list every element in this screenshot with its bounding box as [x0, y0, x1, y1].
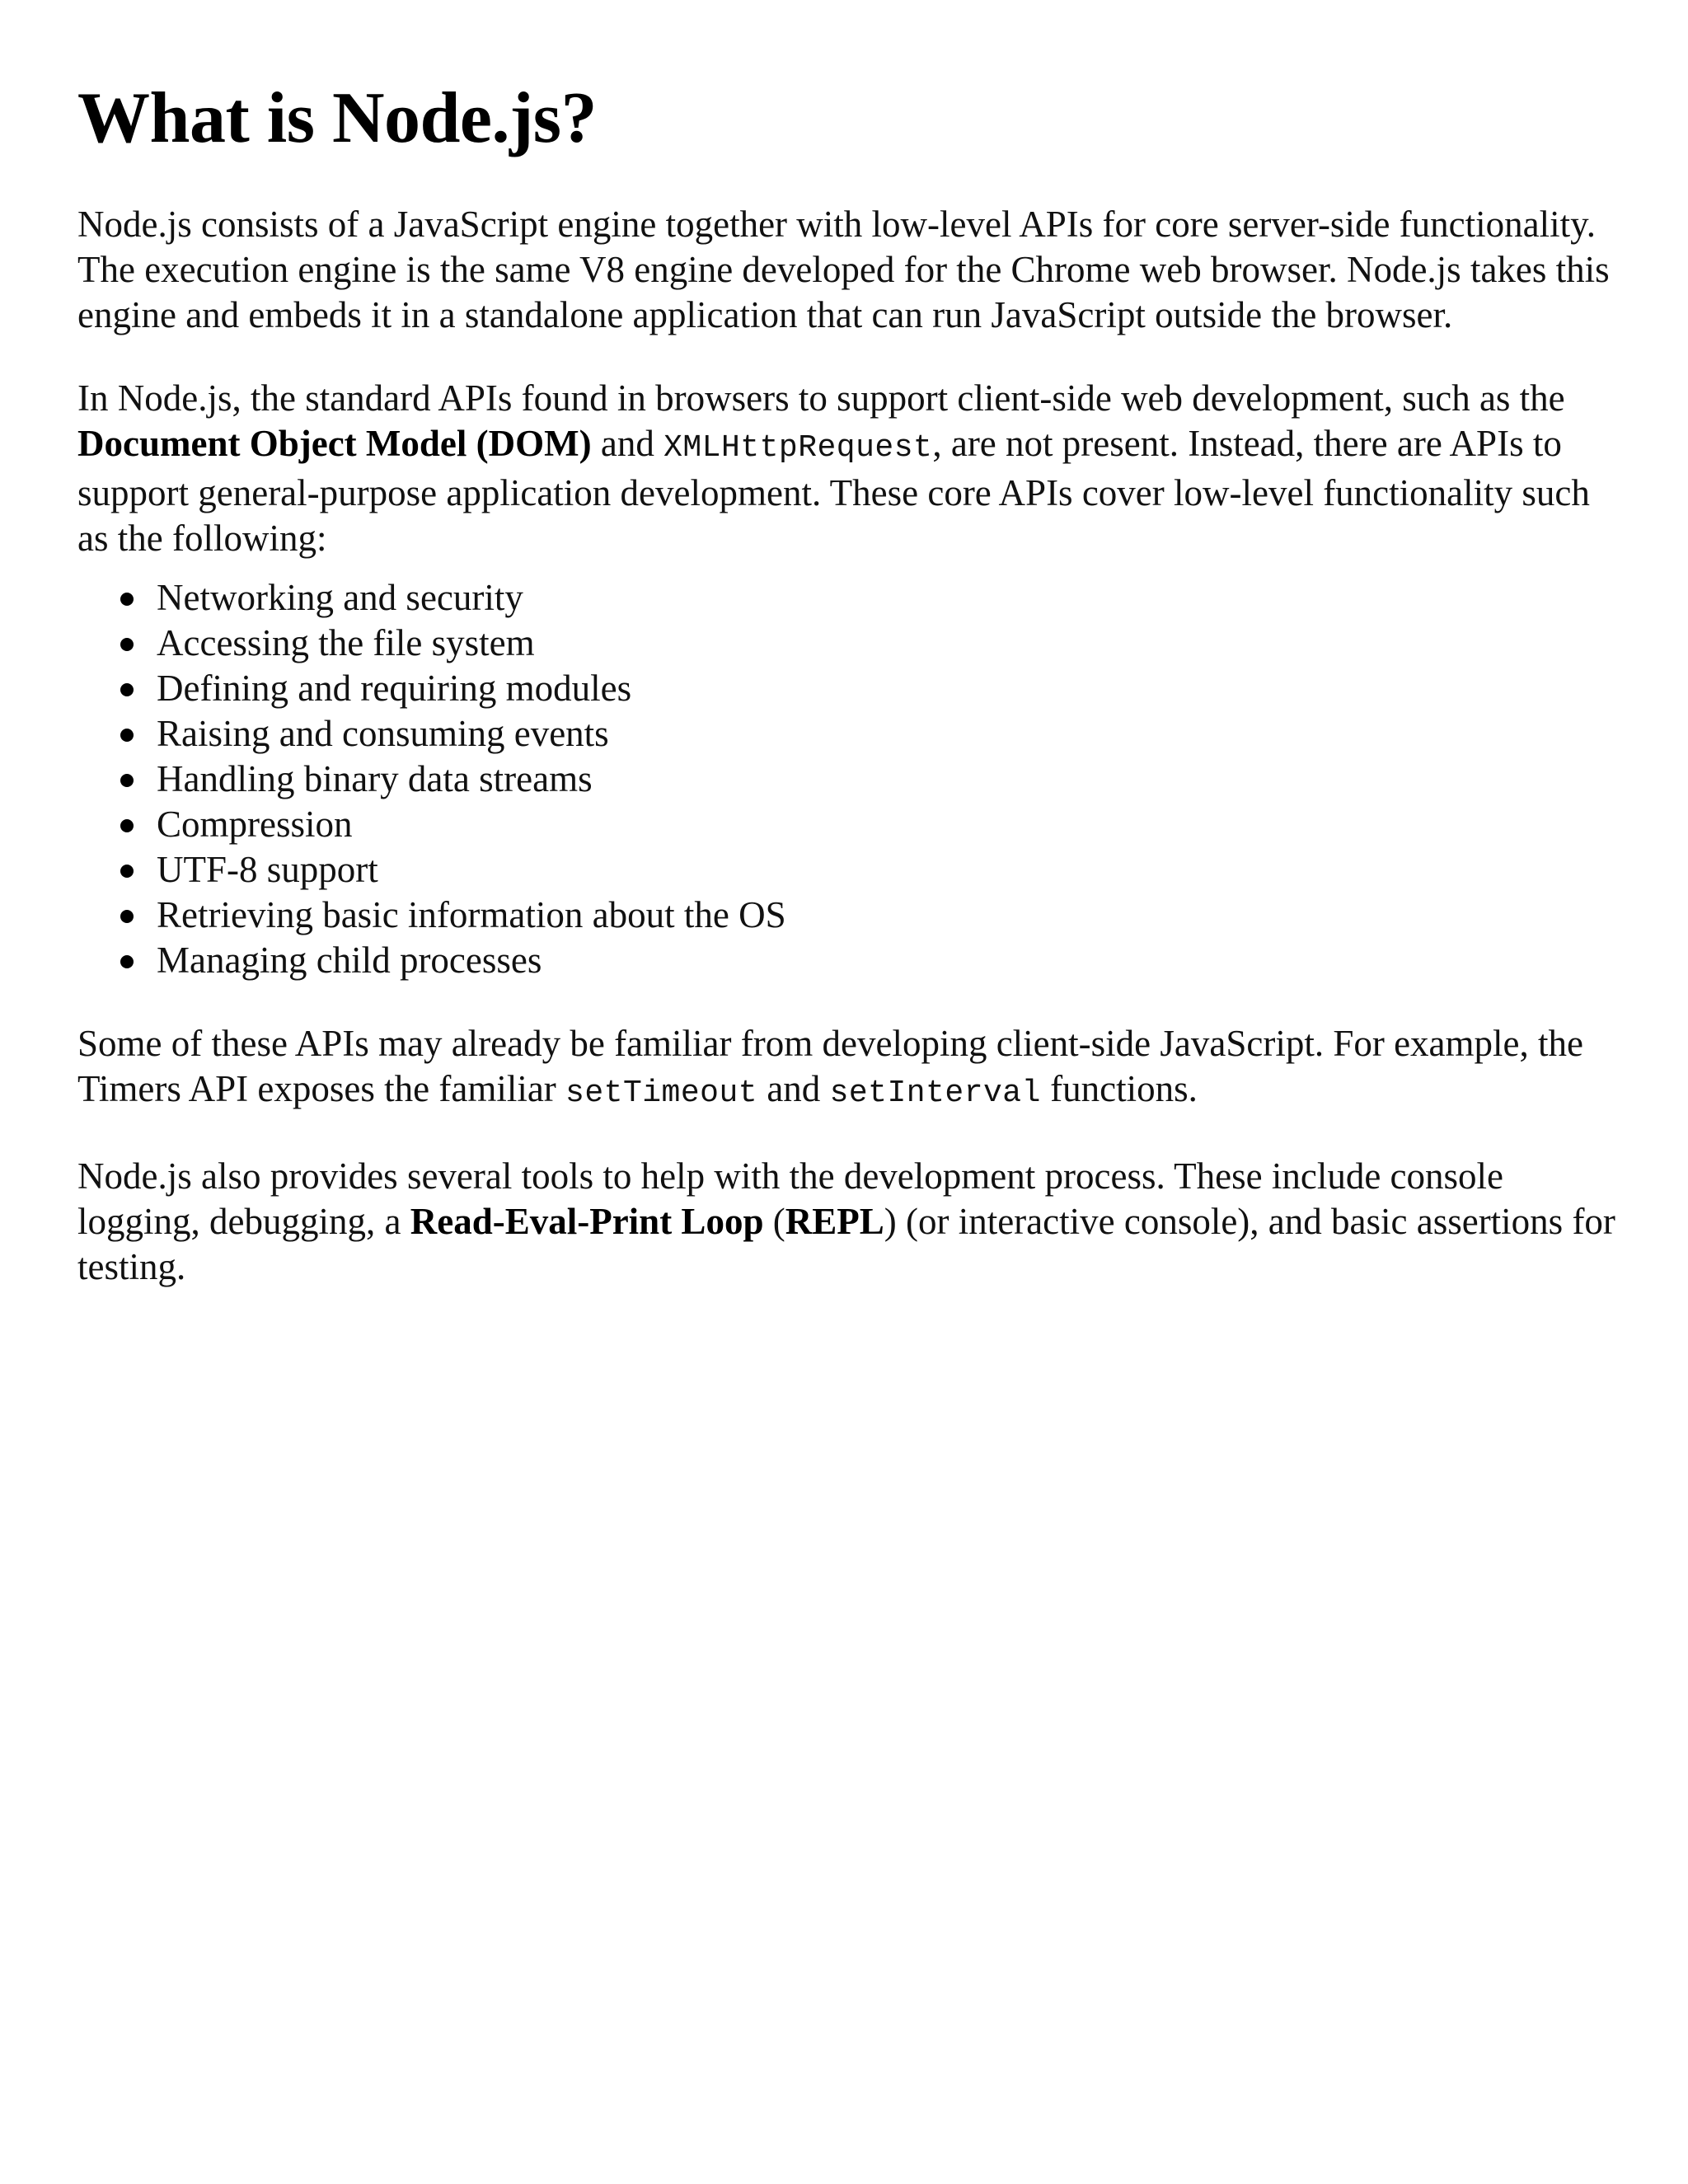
- page-title: What is Node.js?: [77, 78, 598, 158]
- bullet-icon: [120, 865, 134, 878]
- list-item: [157, 711, 1627, 757]
- browser-apis-text-2: and: [591, 422, 664, 464]
- repl-abbrev: REPL: [785, 1200, 884, 1242]
- list-item: [157, 847, 1627, 893]
- list-item-text: Defining and requiring modules: [157, 667, 632, 709]
- list-item: [157, 802, 1627, 847]
- document-page: [77, 0, 1627, 1290]
- list-item: [157, 575, 1627, 621]
- timers-text-3: functions.: [1040, 1067, 1198, 1109]
- core-apis-list: [77, 575, 1627, 983]
- repl-term: Read-Eval-Print Loop: [410, 1200, 764, 1242]
- list-item-text: Networking and security: [157, 576, 523, 618]
- intro-paragraph: Node.js consists of a JavaScript engine together with low-level APIs for core server-side functionality. The execution engine is the same V8 engine developed for the Chrome web browser. Node.js takes this engine and embeds it in a standalone application that can run JavaScript outside the browser.: [77, 203, 1610, 335]
- list-item-text: Compression: [157, 803, 353, 845]
- list-item-text: Raising and consuming events: [157, 712, 609, 754]
- bullet-icon: [120, 955, 134, 968]
- bullet-icon: [120, 774, 134, 787]
- timers-text-2: and: [757, 1067, 830, 1109]
- list-item-text: Retrieving basic information about the OS: [157, 893, 786, 935]
- bullet-icon: [120, 638, 134, 651]
- tools-text-3: ) (or interactive console), and basic assertions for testing.: [77, 1200, 1615, 1287]
- timers-paragraph: [77, 1021, 1627, 1116]
- tools-paragraph: [77, 1154, 1627, 1290]
- bullet-icon: [120, 683, 134, 696]
- list-item-text: UTF-8 support: [157, 848, 378, 890]
- bullet-icon: [120, 729, 134, 742]
- bullet-icon: [120, 819, 134, 832]
- list-item-text: Accessing the file system: [157, 621, 535, 663]
- timers-text-1: Some of these APIs may already be familiar from developing client-side JavaScript. For example, the Timers API exposes the familiar: [77, 1022, 1583, 1109]
- browser-apis-text-1: In Node.js, the standard APIs found in browsers to support client-side web development, such as the: [77, 377, 1565, 419]
- list-item: [157, 666, 1627, 711]
- dom-term: Document Object Model (DOM): [77, 422, 592, 464]
- tools-text-2: (: [763, 1200, 785, 1242]
- bullet-icon: [120, 910, 134, 923]
- list-item: [157, 621, 1627, 666]
- browser-apis-text-3: , are not present. Instead, there are APIs to support general-purpose application development. These core APIs cover low-level functionality such as the following:: [77, 422, 1590, 559]
- xmlhttprequest-code: XMLHttpRequest: [663, 429, 933, 466]
- list-item: [157, 757, 1627, 802]
- tools-text-1: Node.js also provides several tools to help with the development process. These include console logging, debugging, a: [77, 1155, 1504, 1242]
- list-item-text: Handling binary data streams: [157, 757, 593, 799]
- bullet-icon: [120, 593, 134, 606]
- list-item: [157, 893, 1627, 938]
- settimeout-code: setTimeout: [565, 1075, 758, 1111]
- list-item: [157, 938, 1627, 983]
- setinterval-code: setInterval: [829, 1075, 1041, 1111]
- browser-apis-paragraph: [77, 376, 1627, 561]
- list-item-text: Managing child processes: [157, 939, 542, 981]
